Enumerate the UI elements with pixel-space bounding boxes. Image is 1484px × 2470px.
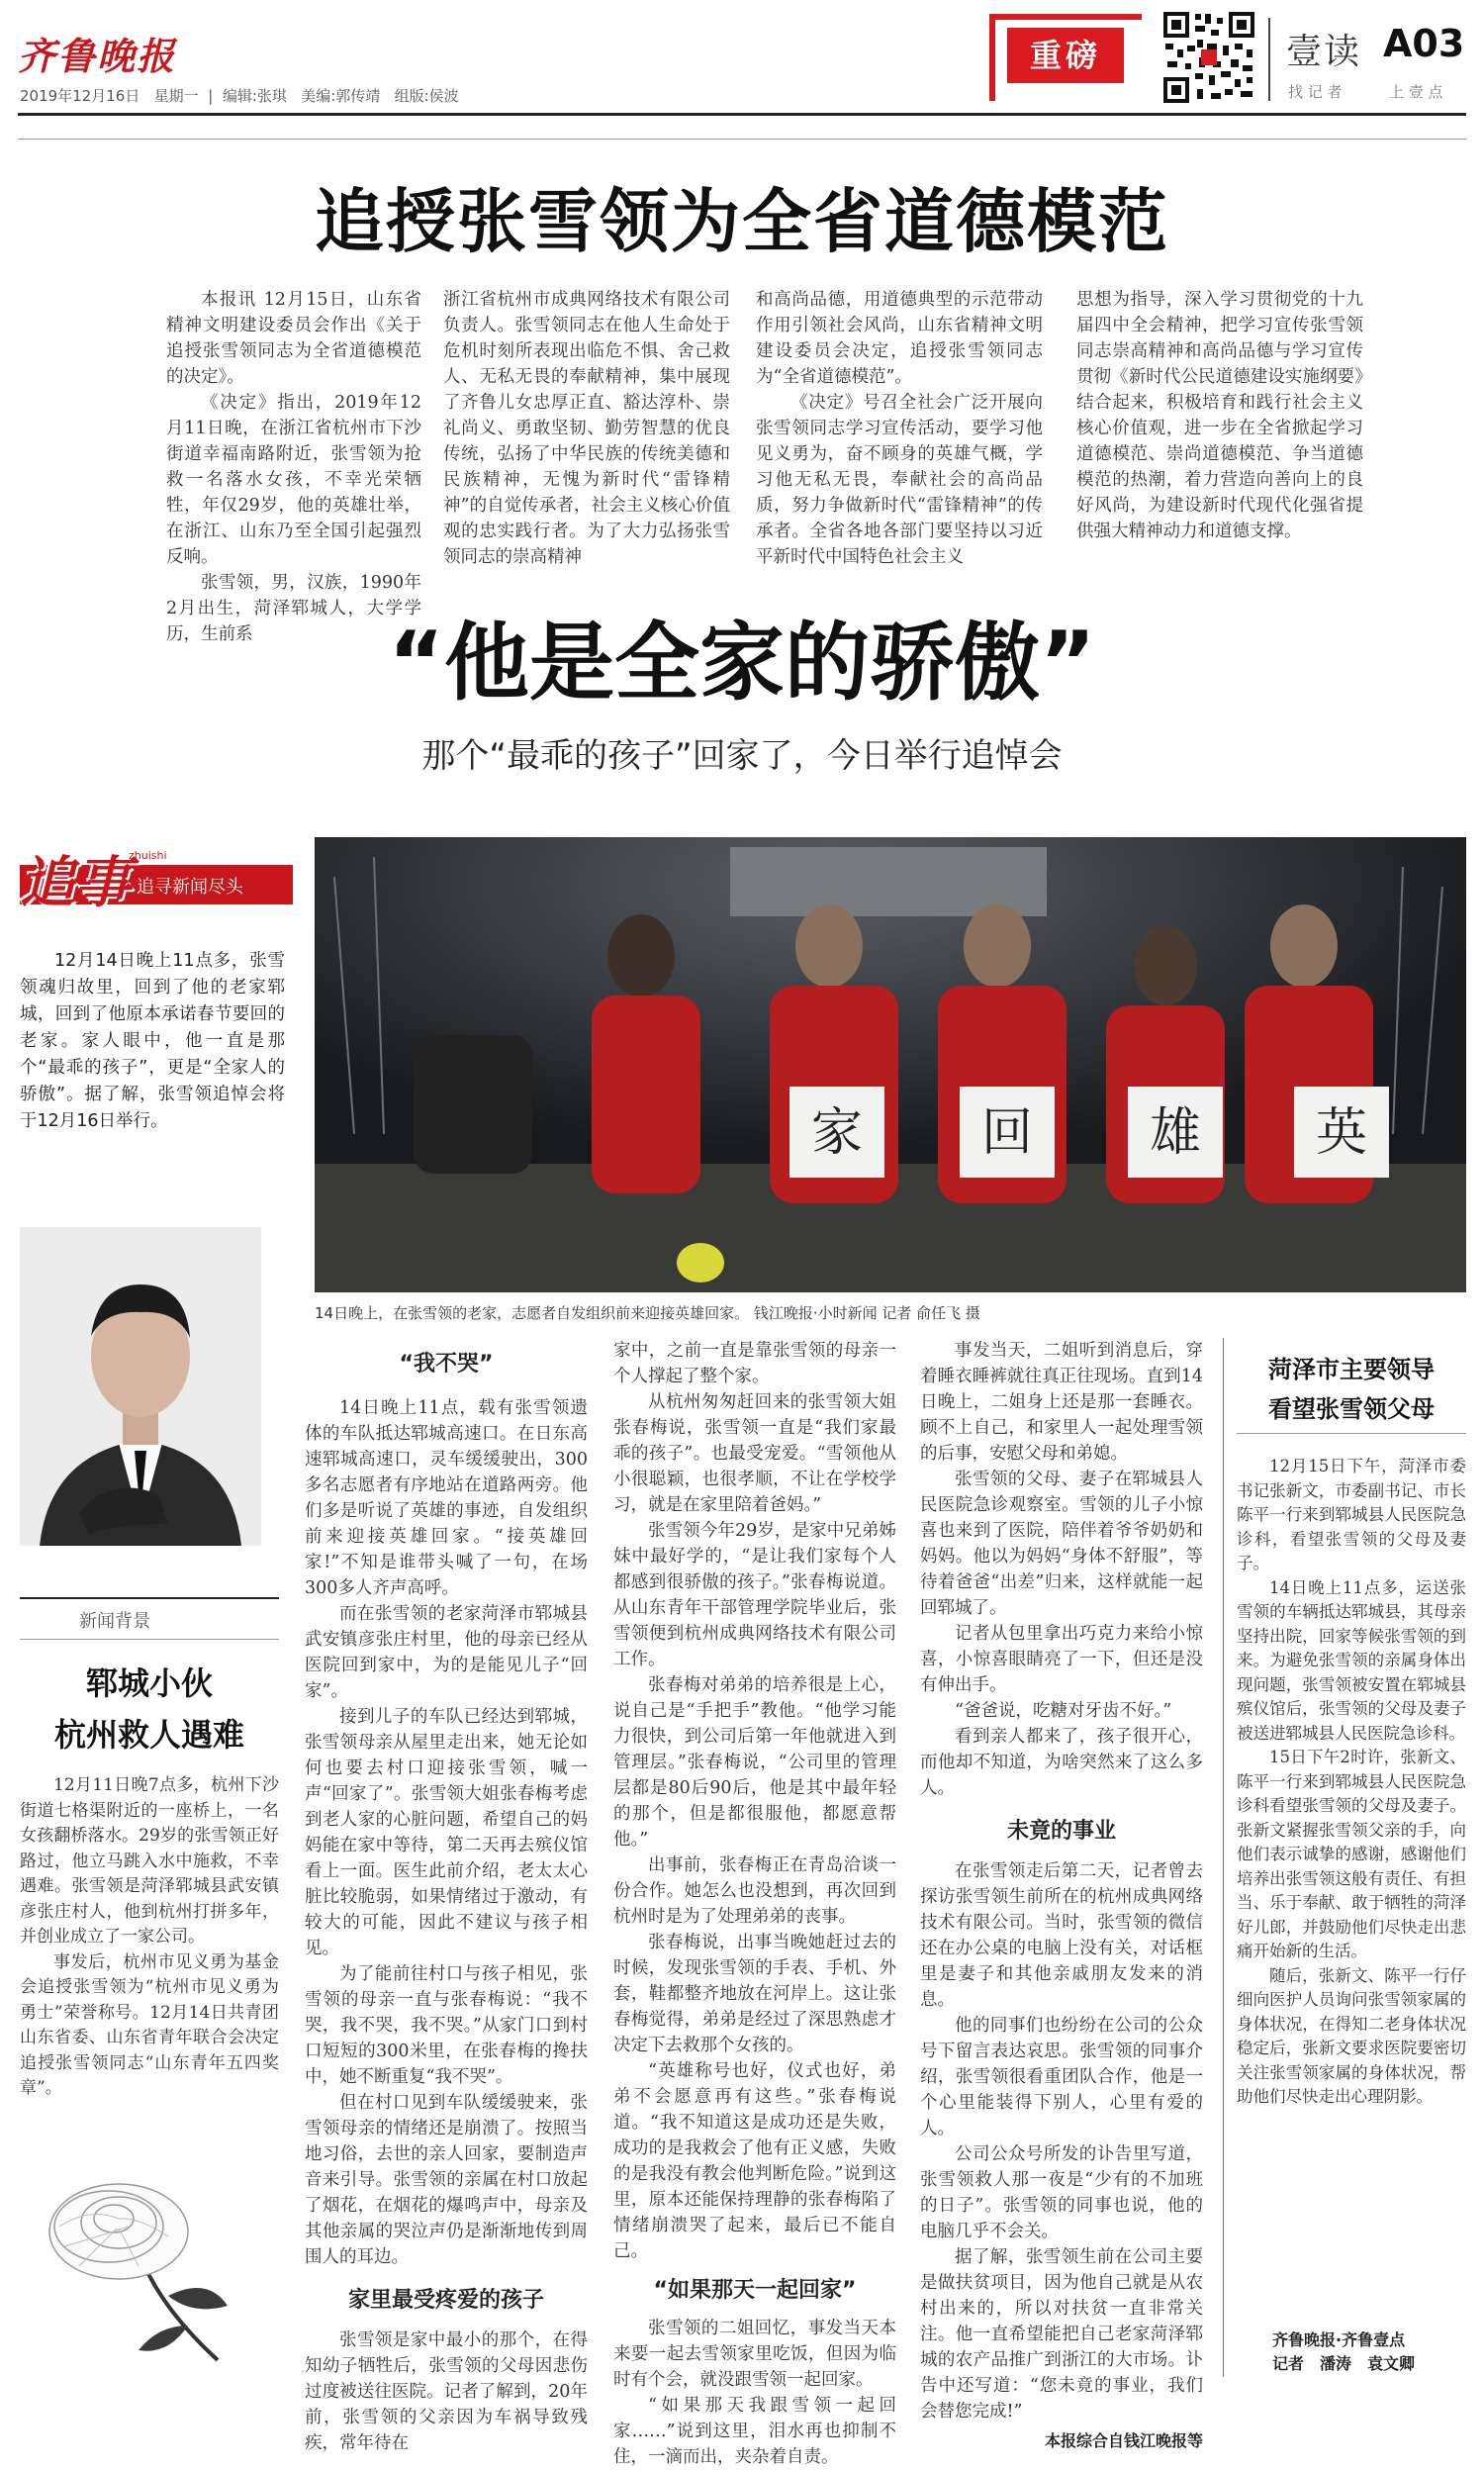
background-label: 新闻背景: [79, 1611, 150, 1632]
designer-credit: 美编:郭传靖: [301, 87, 381, 105]
sign-2: 回: [980, 1103, 1034, 1163]
body-col-2-p4: 张春梅对弟弟的培养很是上心，说自己是“手把手”教他。“他学习能力很快，到公司后第一年他就进入到管理层。”张春梅说，“公司里的管理层都是80后90后，他是其中最年轻的那个，但是都很服他，都愿意帮他。”: [613, 1675, 896, 1850]
sidebar-body-p4: 随后，张新文、陈平一行仔细向医护人员询问张雪领家属的身体状况，在得知二老身体状况稳定后，张新文要求医院要密切关注张雪领家属的身体状况，帮助他们尽快走出心理阴影。: [1237, 1965, 1466, 2106]
body-col-3-p5: 看到亲人都来了，孩子很开心，而他却不知道，为啥突然来了这么多人。: [920, 1727, 1203, 1798]
body-col-2: [613, 1338, 896, 2467]
body-col-3-p6: 在张雪领走后第二天，记者曾去探访张雪领生前所在的杭州成典网络技术有限公司。当时，张雪领的微信还在办公桌的电脑上没有关，对话框里是妻子和其他亲戚朋友发来的消息。: [920, 1861, 1203, 2010]
zhuishi-pinyin: zhuishi: [129, 849, 167, 862]
body-col-2-p8: 张雪领的二姐回忆，事发当天本来要一起去雪领家里吃饭，但因为临时有个会，就没跟雪领一起回家。: [613, 2319, 896, 2390]
body-col-2-p5: 出事前，张春梅正在青岛洽谈一份合作。她怎么也没想到，再次回到杭州时是为了处理弟弟的丧事。: [613, 1855, 896, 1927]
sidebar-title-rule: [1237, 1433, 1466, 1434]
sidebar-body-p3: 15日下午2时许，张新文、陈平一行来到郓城县人民医院急诊科看望张雪领的父母及妻子。张新文紧握张雪领父亲的手，向他们表示诚挚的感谢，感谢他们培养出张雪领这般有责任、有担当、乐于奉献、敢于牺牲的菏泽好儿郎，并鼓励他们尽快走出悲痛开始新的生活。: [1237, 1748, 1466, 1960]
body-col-2-p3: 张雪领今年29岁，是家中兄弟姊妹中最好学的，“是让我们家每个人都感到很骄傲的孩子。”张春梅说道。从山东青年干部管理学院毕业后，张雪领便到杭州成典网络技术有限公司工作。: [613, 1521, 896, 1669]
right-sidebar: [1237, 1338, 1466, 2377]
feature-headline: “他是全家的骄傲”: [388, 614, 1096, 712]
portrait-photo: [20, 1227, 261, 1546]
sidebar-credit-1: 齐鲁晚报·齐鲁壹点: [1272, 2330, 1406, 2349]
zhuishi-tagline: 追寻新闻尽头: [137, 877, 243, 898]
body-col-3-p4: “爸爸说，吃糖对牙齿不好。”: [955, 1701, 1172, 1721]
background-title-2: 杭州救人遇难: [53, 1716, 244, 1754]
body-col-1-p3: 接到儿子的车队已经达到郓城，张雪领母亲从屋里走出来，她无论如何也要去村口迎接张雪领，喊一声“回家了”。张雪领大姐张春梅考虑到老人家的心脏问题，希望自己的妈妈能在家中等待，第二天再去殡仪馆看上一面。医生此前介绍，老太太心脏比较脆弱，如果情绪过于激动，有较大的可能，因此不建议与孩子相见。: [305, 1707, 588, 1958]
issue-date: 2019年12月16日: [20, 87, 140, 105]
masthead: [0, 0, 1484, 119]
masthead-rule-thin: [18, 139, 1466, 140]
body-credit: 本报综合自钱江晚报等: [1044, 2431, 1203, 2450]
body-col-1-p4: 为了能前往村口与孩子相见，张雪领的母亲一直与张春梅说：“我不哭，我不哭，我不哭。”从家门口到村口短短的300米里，在张春梅的搀扶中，她不断重复“我不哭”。: [305, 1964, 588, 2087]
lead-col-1-p1: 本报讯 12月15日，山东省精神文明建设委员会作出《关于追授张雪领同志为全省道德模范的决定》。: [166, 290, 421, 387]
body-col-1-p6: 张雪领是家中最小的那个，在得知幼子牺牲后，张雪领的父母因悲伤过度被送往医院。记者了解到，20年前，张雪领的父亲因为车祸导致残疾，常年待在: [305, 2330, 588, 2453]
section-heading-go-home-together: “如果那天一起回家”: [653, 2278, 857, 2303]
body-col-1-p2: 而在张雪领的老家菏泽市郓城县武安镇彦张庄村里，他的母亲已经从医院回到家中，为的是能见儿子“回家”。: [305, 1604, 588, 1701]
background-body-p1: 12月11日晚7点多，杭州下沙街道七格渠附近的一座桥上，一名女孩翻桥落水。29岁的张雪领正好路过，他立马跳入水中施救，不幸遇难。张雪领是菏泽郓城县武安镇彦张庄村人，他到杭州打拼多年，并创业成立了一家公司。: [20, 1775, 279, 1947]
lead-col-1: [166, 287, 421, 644]
reporter-line: 找 记 者: [1288, 83, 1343, 101]
zhuishi-logo-block: [20, 843, 297, 922]
issue-info: 2019年12月16日 星期一 | 编辑:张琪 美编:郭传靖 组版:侯波: [20, 87, 459, 105]
lead-col-3-p2: 《决定》号召全社会广泛开展向张雪领同志学习宣传活动，要学习他见义勇为，奋不顾身的英雄气概，学习他无私无畏，奉献社会的高尚品质，努力争做新时代“雷锋精神”的传承者。全省各地各部门要坚持以习近平新时代中国特色社会主义: [756, 393, 1043, 567]
main-photo: [315, 837, 1466, 1292]
sidebar-body-p2: 14日晚上11点多，运送张雪领的车辆抵达郓城县，其母亲坚持出院，回家等候张雪领的到来。为避免张雪领的亲属身体出现问题，张雪领被安置在郓城县殡仪馆后，张雪领的父母及妻子被送进郓城县人民医院急诊科。: [1237, 1577, 1466, 1743]
body-col-3-p7: 他的同事们也纷纷在公司的公众号下留言表达哀思。张雪领的同事介绍，张雪领很看重团队合作，他是一个心里能装得下别人，心里有爱的人。: [920, 2016, 1203, 2138]
body-col-2-p6: 张春梅说，出事当晚她赶过去的时候，发现张雪领的手表、手机、外套，鞋都整齐地放在河岸上。这让张春梅觉得，弟弟是经过了深思熟虑才决定下去救那个女孩的。: [613, 1933, 896, 2055]
body-col-3-p8: 公司公众号所发的讣告里写道，张雪领救人那一夜是“少有的不加班的日子”。张雪领的同事也说，他的电脑几乎不会关。: [920, 2144, 1203, 2241]
app-line: 上 壹 点: [1389, 83, 1443, 101]
lead-col-3-p1: 和高尚品德，用道德典型的示范带动作用引领社会风尚，山东省精神文明建设委员会决定，追授张雪领同志为“全省道德模范”。: [756, 290, 1043, 387]
background-label-rule: [20, 1639, 279, 1640]
lead-col-2-p1: 浙江省杭州市成典网络技术有限公司负责人。张雪领同志在他人生命处于危机时刻所表现出临危不惧、舍己救人、无私无畏的奉献精神，集中展现了齐鲁儿女忠厚正直、豁达淳朴、崇礼尚义、勇敢坚韧、勤劳智慧的优良传统，弘扬了中华民族的传统美德和民族精神，无愧为新时代“雷锋精神”的自觉传承者，社会主义核心价值观的忠实践行者。为了大力弘扬张雪领同志的崇高精神: [443, 290, 730, 567]
sign-1: 家: [810, 1103, 864, 1163]
zhuishi-logo: 追事: [20, 850, 131, 915]
section-tag: 重磅: [1007, 28, 1124, 83]
body-col-2-p1: 家中，之前一直是靠张雪领的母亲一个人撑起了整个家。: [613, 1341, 896, 1386]
body-col-1-p1: 14日晚上11点，载有张雪领遗体的车队抵达郓城高速口。在日东高速郓城高速口，灵车缓缓驶出，300多名志愿者有序地站在道路两旁。他们多是听说了英雄的事迹，自发组织前来迎接英雄回家。“接英雄回家!”不知是谁带头喊了一句，在场300多人齐声高呼。: [305, 1398, 588, 1598]
body-col-3-p1: 事发当天，二姐听到消息后，穿着睡衣睡裤就往真正往现场。直到14日晚上，二姐身上还是那一套睡衣。顾不上自己，和家里人一起处理雪领的后事，安慰父母和弟媳。: [920, 1341, 1203, 1464]
lead-col-1-p2: 《决定》指出，2019年12月11日晚，在浙江省杭州市下沙街道幸福南路附近，张雪领为抢救一名落水女孩，不幸光荣牺牲，年仅29岁，他的英雄壮举，在浙江、山东乃至全国引起强烈反响。: [166, 393, 421, 567]
body-col-3: [920, 1338, 1203, 2450]
sidebar-body: [1237, 1455, 1466, 2306]
lead-col-1-p3: 张雪领，男，汉族，1990年2月出生，菏泽郓城人，大学学历，生前系: [166, 573, 421, 644]
lead-col-3: [756, 287, 1043, 567]
photo-caption: 14日晚上，在张雪领的老家，志愿者自发组织前来迎接英雄回家。 钱江晚报·小时新闻 记者 俞任飞 摄: [315, 1304, 980, 1322]
background-box-top-rule: [20, 1597, 279, 1599]
background-body: [20, 1773, 279, 2149]
body-col-2-p7: “英雄称号也好，仪式也好，弟弟不会愿意再有这些。”张春梅说道。“我不知道这是成功还是失败，成功的是我救会了他有正义感，失败的是我没有教会他判断危险。”说到这里，原本还能保持理静的张春梅陷了情绪崩溃哭了起来，最后已不能自己。: [613, 2061, 896, 2261]
feature-subhead: 那个“最乖的孩子”回家了，今日举行追悼会: [421, 736, 1063, 776]
background-box: [20, 1597, 281, 2151]
newspaper-logo: 齐鲁晚报: [18, 34, 177, 78]
body-col-3-p3: 记者从包里拿出巧克力来给小惊喜，小惊喜眼睛亮了一下，但还是没有伸出手。: [920, 1624, 1203, 1695]
section-heading-unfinished-career: 未竟的事业: [1006, 1819, 1116, 1844]
sidebar-body-p1: 12月15日下午，菏泽市委书记张新文，市委副书记、市长陈平一行来到郓城县人民医院急诊科，看望张雪领的父母及妻子。: [1237, 1457, 1466, 1572]
masthead-divider: [1268, 18, 1270, 101]
section-heading-wobuku: “我不哭”: [399, 1352, 494, 1377]
sidebar-divider: [1223, 1338, 1224, 2377]
feature-intro: 12月14日晚上11点多，张雪领魂归故里，回到了他的老家郓城，回到了他原本承诺春节要回的老家。家人眼中，他一直是那个“最乖的孩子”，更是“全家人的骄傲”。据了解，张雪领追悼会将于12月16日举行。: [20, 951, 285, 1131]
body-col-3-p2: 张雪领的父母、妻子在郓城县人民医院急诊观察室。雪领的儿子小惊喜也来到了医院，陪伴着爷爷奶奶和妈妈。他以为妈妈“身体不舒服”，等待着爸爸“出差”归来，这样就能一起回郓城了。: [920, 1470, 1203, 1618]
section-heading-favorite-child: 家里最受疼爱的孩子: [347, 2288, 544, 2313]
sign-3: 雄: [1149, 1103, 1202, 1163]
lead-col-4-p1: 思想为指导，深入学习贯彻党的十九届四中全会精神，把学习宣传张雪领同志崇高精神和高尚品德与学习宣传贯彻《新时代公民道德建设实施纲要》结合起来，积极培育和践行社会主义核心价值观，进一步在全省掀起学习道德模范、崇尚道德模范、争当道德模范的热潮，着力营造向善向上的良好风尚，为建设新时代现代化强省提供强大精神动力和道德支撑。: [1076, 290, 1363, 541]
page-label: 壹读: [1286, 32, 1362, 72]
sign-4: 英: [1315, 1103, 1368, 1163]
lead-col-2: [443, 287, 730, 567]
page-number: A03: [1383, 22, 1465, 65]
masthead-rule: [18, 113, 1466, 116]
proof-credit: 组版:侯波: [394, 87, 459, 105]
background-title-1: 郓城小伙: [85, 1664, 213, 1702]
body-col-2-p2: 从杭州匆匆赶回来的张雪领大姐张春梅说，张雪领一直是“我们家最乖的孩子”。也最受宠爱。“雪领他从小很聪颖，也很孝顺，不让在学校学习，就是在家里陪着爸妈。”: [613, 1392, 896, 1515]
body-col-2-p9: “如果那天我跟雪领一起回家……”说到这里，泪水再也抑制不住，一滴而出，夹杂着自责。: [613, 2396, 896, 2467]
sidebar-title-2: 看望张雪领父母: [1268, 1395, 1435, 1423]
lead-headline: 追授张雪领为全省道德模范: [315, 181, 1169, 262]
chrysanthemum-icon: [20, 2157, 267, 2375]
lead-col-4: [1076, 287, 1363, 560]
background-body-p2: 事发后，杭州市见义勇为基金会追授张雪领为“杭州市见义勇为勇士”荣誉称号。12月14日共青团山东省委、山东省青年联合会决定追授张雪领同志“山东青年五四奖章”。: [20, 1951, 279, 2098]
issue-weekday: 星期一: [153, 87, 199, 105]
sidebar-credit-2: 记者 潘涛 袁文卿: [1272, 2354, 1416, 2373]
body-col-1-p5: 但在村口见到车队缓缓驶来，张雪领母亲的情绪还是崩溃了。按照当地习俗，去世的亲人回家，要制造声音来引导。张雪领的亲属在村口放起了烟花，在烟花的爆鸣声中，母亲及其他亲属的哭泣声仍是渐渐地传到周围人的耳边。: [305, 2093, 588, 2267]
editor-credit: 编辑:张琪: [222, 87, 287, 105]
qr-code-icon: [1161, 10, 1256, 105]
sidebar-title-1: 菏泽市主要领导: [1268, 1356, 1435, 1383]
body-col-3-p9: 据了解，张雪领生前在公司主要是做扶贫项目，因为他自己就是从农村出来的，所以对扶贫一直非常关注。他一直希望能把自己老家菏泽郓城的农产品推广到浙江的大市场。讣告中还写道：“您未竟的事业，我们会替您完成!”: [920, 2247, 1203, 2422]
body-col-1: [305, 1338, 588, 2453]
